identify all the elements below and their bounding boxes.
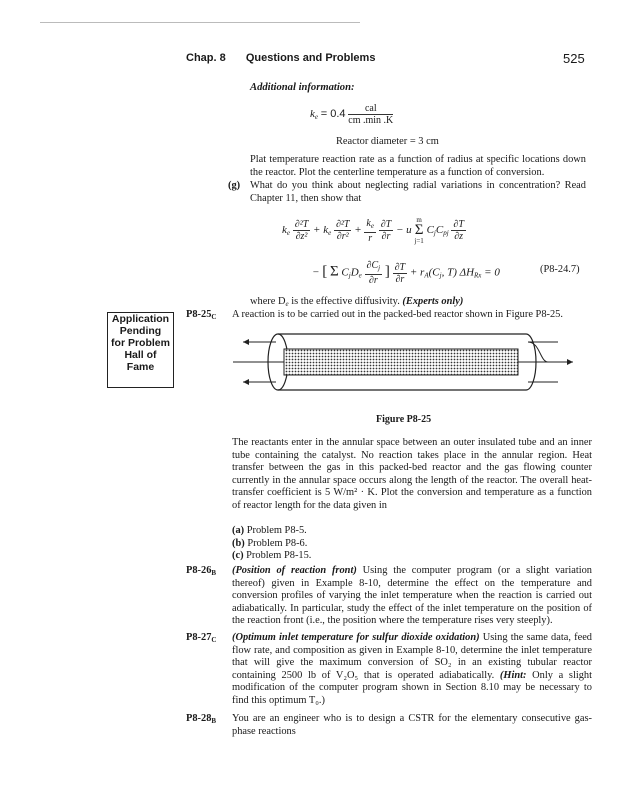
kr-equation: $k_e = 0.4$ $\frac{\text{cal}}{cm .\min .K}$	[310, 103, 394, 126]
problem-p8-28-body: You are an engineer who is to design a CSTR for the elementary consecutive gas-phase reactions	[232, 713, 592, 737]
page-header	[186, 52, 586, 64]
problem-p8-26-label: $P8-26_B$	[186, 565, 217, 577]
problem-p8-25-body: The reactants enter in the annular space between an outer insulated tube and an inner tube containing the catalyst. No reaction takes place in the annular region. Heat transfer between the gas in this packed-bed reactor and the gas flowing counter currently in the annular space occurs along the length of the reactor. The overall heat-transfer coefficient is 5 W/m² · K. Plot the conversion and temperature as a function of reactor length for the data given in	[232, 437, 592, 511]
outlet-arrow	[567, 359, 573, 365]
page-number: 525	[563, 51, 585, 66]
reactor-diameter: Reactor diameter = 3 cm	[336, 136, 439, 147]
part-g-text: What do you think about neglecting radial variations in concentration? Read Chapter 11, then show that	[250, 180, 586, 204]
kr-unit: $\frac{\text{cal}}{cm .\min .K}$	[348, 103, 394, 126]
problem-p8-25-intro: A reaction is to be carried out in the packed-bed reactor shown in Figure P8-25.	[232, 309, 563, 320]
section-title: Questions and Problems	[245, 52, 376, 64]
problem-p8-26-body: (Position of reaction front) Using the computer program (or a slight variation thereof) given in Example 8-10, determine the effect on the temperature and conversion profiles of varying the inlet temperature when the reaction is carried out adiabatically. In particular, study the effect of the inlet temperature on the position of the reaction front (i.e., the position where the temperature rises very steeply).	[232, 565, 592, 627]
hall-of-fame-sidenote: Application Pending for Problem Hall of Fame	[107, 312, 174, 388]
problem-p8-27-label: $P8-27_C$	[186, 632, 217, 644]
list-item: (c) Problem P8-15.	[232, 550, 312, 562]
figure-caption: Figure P8-25	[376, 414, 432, 425]
part-g-label: (g)	[228, 180, 241, 191]
list-item: (a) Problem P8-5.	[232, 525, 307, 536]
energy-balance-eq-line2: − [ Σ $C_jD_e$ $\frac{\partial C_j}{\partial r}$ ] $\frac{\partial T}{\partial r}$ + $r_A(C_j$, T) $\Delta H_{Rx} = 0$	[312, 260, 500, 286]
energy-balance-eq-line1: $k_e$ $\frac{\text{∂²T}}{\text{∂z²}}$ + $k_e$ $\frac{\text{∂²T}}{\text{∂r²}}$ + $\frac{k_e}{r}$ $\frac{\partial T}{\partial r}$ − u m Σ j=1 $C_jC_{pj}$ $\frac{\partial T}{\partial z}$	[282, 216, 464, 245]
additional-info-heading: Additional information:	[250, 82, 355, 93]
problem-p8-28-label: $P8-28_B$	[186, 713, 217, 725]
problem-p8-27-body: (Optimum inlet temperature for sulfur dioxide oxidation) Using the same data, feed flow rate, and composition as given in Example 8-10, determine the inlet temperature that will give the maximum conversion of SO₂ in an existing tubular reactor containing 2500 lb of V₂O₅ that is operated adiabatically. (Hint: Only a slight modification of the computer program shown in Section 8.10 may be necessary to find this optimum T₀.)	[232, 632, 593, 706]
chapter-label: Chap. 8	[186, 52, 226, 64]
problem-p8-25-label: $P8-25_C$	[186, 309, 217, 321]
catalyst-bed	[284, 349, 518, 375]
kr-value: = 0.4	[320, 108, 346, 121]
problem-p8-25-items	[232, 525, 592, 563]
list-item: (b) Problem P8-6.	[232, 537, 308, 549]
where-statement: where $D_e$ is the effective diffusivity. (Experts only)	[250, 296, 464, 308]
plot-instruction: Plat temperature reaction rate as a function of radius at specific locations down the reactor. Plot the centerline temperature as a function of conversion.	[250, 154, 586, 178]
top-rule	[40, 22, 360, 23]
equation-number: (P8-24.7)	[540, 264, 580, 275]
figure-p8-25-reactor-diagram	[228, 322, 588, 412]
